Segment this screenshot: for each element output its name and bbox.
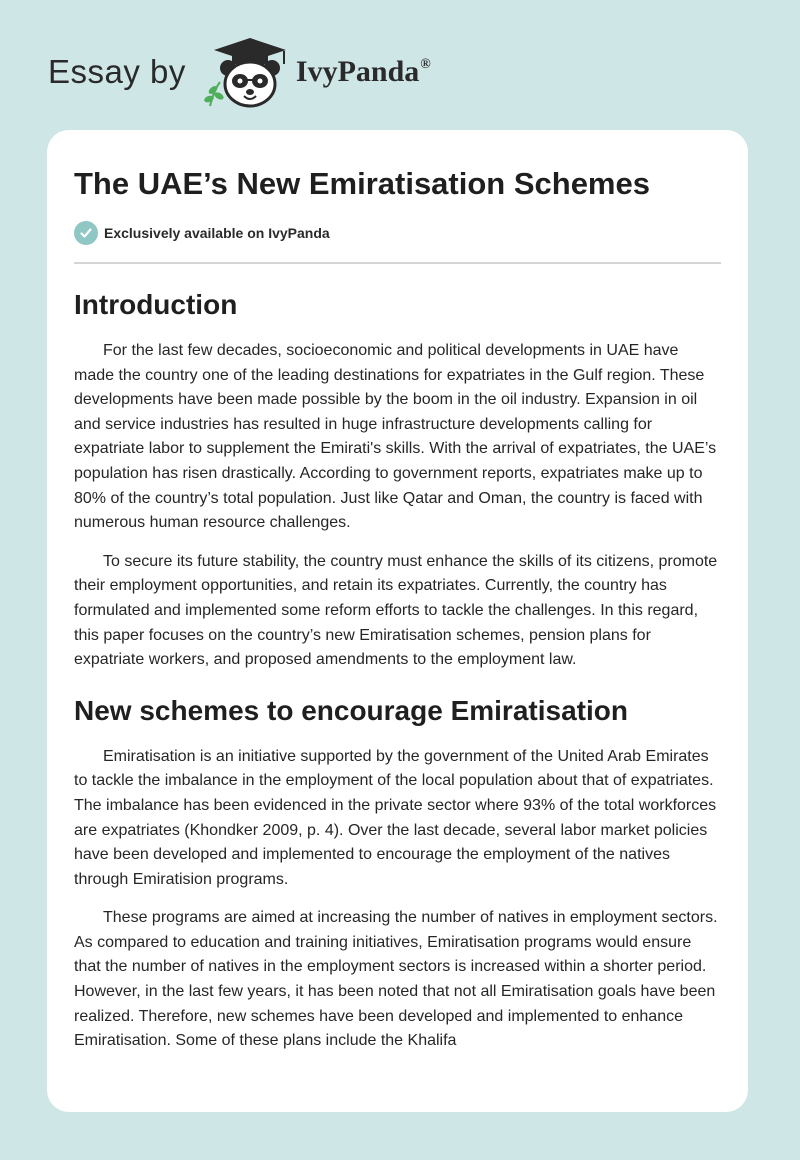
section-heading-new-schemes: New schemes to encourage Emiratisation <box>74 694 628 726</box>
site-header <box>48 34 431 110</box>
essay-by-label: Essay by <box>48 53 186 90</box>
paragraph: To secure its future stability, the country must enhance the skills of its citizens, promote their employment opportunities, and retain its expatriates. Currently, the country has formulated and implemented some reform efforts to tackle the challenges. In this regard, this paper focuses on the country’s new Emiratisation schemes, pension plans for expatriate workers, and proposed amendments to the employment law. <box>74 552 718 669</box>
paragraph: For the last few decades, socioeconomic and political developments in UAE have made the country one of the leading destinations for expatriates in the Gulf region. These developments have been made possible by the boom in the oil industry. Expansion in oil and service industries has resulted in huge infrastructure developments calling for expatriate labor to supplement the Emirati's skills. With the arrival of expatriates, the UAE’s population has risen drastically. According to government reports, expatriates make up to 80% of the country’s total population. Just like Qatar and Oman, the country is faced with numerous human resource challenges. <box>74 342 717 532</box>
paragraph: These programs are aimed at increasing the number of natives in employment sectors. As compared to education and training initiatives, Emiratisation programs would ensure that the number of natives in the employment sectors is increased within a shorter period. However, in the last few years, it has been noted that not all Emiratisation goals have been realized. Therefore, new schemes have been developed and implemented to enhance Emiratisation. Some of these plans include the Khalifa <box>74 909 718 1050</box>
registered-mark: ® <box>420 57 431 72</box>
section-heading-introduction: Introduction <box>74 289 238 320</box>
brand-name[interactable]: IvyPanda® <box>295 55 431 88</box>
exclusive-badge-label: Exclusively available on IvyPanda <box>104 225 330 241</box>
divider <box>74 262 721 264</box>
page-title: The UAE’s New Emiratisation Schemes <box>74 166 650 201</box>
article-card <box>47 130 748 1112</box>
panda-graduation-cap-logo-icon[interactable] <box>200 34 290 110</box>
paragraph: Emiratisation is an initiative supported by the government of the United Arab Emirates to tackle the imbalance in the employment of the local population about that of expatriates. The imbalance has been evidenced in the private sector where 93% of the total workforces are expatriates (Khondker 2009, p. 4). Over the last decade, several labor market policies have been developed and implemented to encourage the employment of the natives through Emiratision programs. <box>74 747 717 888</box>
exclusive-badge <box>74 220 721 246</box>
check-circle-icon <box>74 221 98 245</box>
